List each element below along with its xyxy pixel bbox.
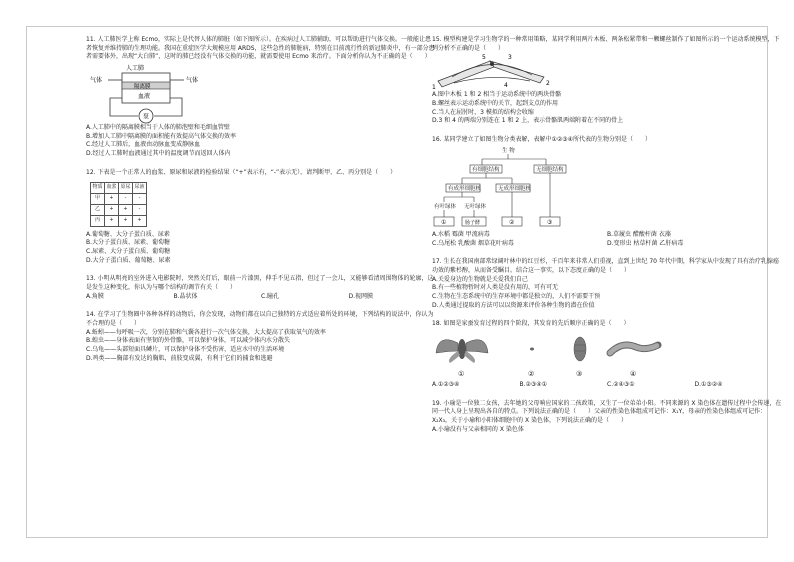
q15-option-a[interactable]: A.图中木板 1 和 2 相当于运动系统中的两块骨骼 xyxy=(432,91,562,99)
q13-option-d[interactable]: D.视网膜 xyxy=(348,292,374,300)
muscle-model-diagram xyxy=(432,53,782,91)
q18-options-row xyxy=(432,381,782,390)
table-row xyxy=(91,193,147,204)
tree-root: 生 物 xyxy=(502,147,515,154)
larva-icon xyxy=(610,345,658,353)
q16-options-row-2 xyxy=(432,240,782,249)
stage-label-1: ① xyxy=(458,370,465,378)
moth-icon xyxy=(436,339,488,363)
stage-label-2: ② xyxy=(528,370,535,378)
q18-option-a[interactable]: A.①②③④ xyxy=(432,381,460,388)
question-15 xyxy=(432,36,782,126)
q16-option-b[interactable]: B.草履虫 醋酸杆菌 衣藻 xyxy=(607,230,671,238)
q12-option-d[interactable]: D.大分子蛋白质、葡萄糖、尿素 xyxy=(86,256,171,264)
q16-option-c[interactable]: C.乌尾松 乳酸菌 烟草花叶病毒 xyxy=(432,239,514,247)
q18-option-c[interactable]: C.②④③① xyxy=(607,381,635,388)
q15-option-c[interactable]: C.当人在屈肘时，3 模拟的结构会收缩 xyxy=(432,108,534,116)
table-cell: 丙 xyxy=(91,215,105,226)
table-cell: - xyxy=(119,193,133,204)
q15-option-d[interactable]: D.3 和 4 的两端分别连在 1 和 2 上，表示骨骼肌两端附着在不同的骨上 xyxy=(432,117,624,125)
stage-label-3: ③ xyxy=(576,370,583,378)
q11-option-a[interactable]: A.人工肺中的隔离膜相当于人体的肺泡壁和毛细血管壁 xyxy=(86,124,230,132)
q17-option-d[interactable]: D.人类通过提取的方法可以以资源来评价各种生物的潜在价值 xyxy=(432,301,595,309)
question-13 xyxy=(86,275,436,301)
table-cell: + xyxy=(119,204,133,215)
tree-leaf-2: ② xyxy=(509,218,515,226)
q13-option-b[interactable]: B.晶状体 xyxy=(173,292,198,300)
classification-tree xyxy=(432,145,782,231)
label-gas-in: 气体 xyxy=(90,77,103,85)
table-cell: + xyxy=(105,193,119,204)
tree-l2-no-nucleus: 无成形细胞核 xyxy=(498,185,532,192)
q12-option-b[interactable]: B.大分子蛋白质、尿素、葡萄糖 xyxy=(86,239,171,247)
question-18-stem: 18. 如图是家蚕发育过程的四个阶段，其发育的先后顺序正确的是（ ） xyxy=(432,320,630,328)
question-13-stem: 13. 小明从明亮的室外进入电影院时，突然关灯后，眼前一片漆黑，伸手不见五指，但过了一会儿，又能够看清周围物体的轮廓，这是发生这种变化，你认为与哪个结构的调节有关（ ） xyxy=(86,275,434,291)
q17-option-c[interactable]: C.生物在生态系统中的生存环境中都是独立的，人们不需要干预 xyxy=(432,292,601,300)
question-17 xyxy=(432,258,782,310)
tree-leaf-1: ① xyxy=(441,218,447,226)
table-cell: - xyxy=(133,204,147,215)
q17-option-b[interactable]: B.有一些植物暂时对人类是没有用的，可有可无 xyxy=(432,284,559,292)
q11-option-b[interactable]: B.增加人工肺中隔离膜的面积能有效提高气体交换的效率 xyxy=(86,132,237,140)
question-17-stem: 17. 生长在我国南部常绿阔叶林中的红豆杉，千百年来非常人们重视，直到上世纪 70 年代中期，科学家从中发现了具有治疗乳腺癌功效的紫杉醇，从而备受瞩目。结合这一事实，以下态度正确的是（ ） xyxy=(432,258,779,274)
q12-option-c[interactable]: C.尿素、大分子蛋白质、葡萄糖 xyxy=(86,247,171,255)
label-gas-out: 气体 xyxy=(186,77,199,85)
table-header-cell: 血浆 xyxy=(105,182,119,193)
q13-option-a[interactable]: A.角膜 xyxy=(86,292,104,300)
q18-option-b[interactable]: B.②③④① xyxy=(519,381,548,388)
q19-option-a[interactable]: A.小瑜没有与父亲相同的 X 染色体 xyxy=(432,425,524,433)
label-blood: 血液 xyxy=(138,93,151,101)
question-16-stem: 16. 某同学建立了如图生物分类表解，表解中①②③④所代表的生物分别是（ ） xyxy=(432,136,651,144)
silkworm-stages-figure xyxy=(432,329,782,381)
q16-options-row-1 xyxy=(432,231,782,240)
table-cell: + xyxy=(119,215,133,226)
q12-option-a[interactable]: A.葡萄糖、大分子蛋白质、尿素 xyxy=(86,230,170,238)
silkworm-stages-svg xyxy=(432,329,682,381)
table-cell: - xyxy=(133,193,147,204)
stage-label-4: ④ xyxy=(630,370,637,378)
fig-label-5: 5 xyxy=(482,54,486,62)
q14-option-b[interactable]: B.蝗虫——身体表面有坚韧的外骨骼，可以保护身体，可以减少体内水分散失 xyxy=(86,337,291,345)
left-column xyxy=(86,36,436,367)
q14-option-a[interactable]: A.蚯蚓——每呼吸一次，分别在肺和气囊各进行一次气体交换，大大提高了获取氧气的效率 xyxy=(86,328,326,336)
question-11-stem: 11. 人工肺医学上称 Ecmo，实际上是代替人体的肺脏（如下图所示）。在疾病过人工肺辅助，可以帮助进行气体交换。一般能让患者恢复并维持肺的生理功能。我国在重症医学大规模应用 ARDS，这些急性的肺脏病，特别在目前流行性的新冠肺炎中，有一部分患者需要体外，出现“大白肺”，这时的肺已经没有气体交换的功能，就需要使用 Ecmo 来治疗。下面分析你认为不正确的是（ ） xyxy=(86,36,435,61)
q13-option-c[interactable]: C.瞳孔 xyxy=(261,292,280,300)
q13-options-row xyxy=(86,293,436,302)
artificial-lung-svg xyxy=(86,62,226,124)
table-row xyxy=(91,215,147,226)
table-header-cell: 原尿 xyxy=(119,182,133,193)
question-15-stem: 15. 模型构建是学习生物学的一种常用策略，某同学利用两片木板、两条松紧带和一颗螺丝制作了如图所示的一个运动系统模型，下列分析不正确的是（ ） xyxy=(432,36,780,52)
pupa-icon xyxy=(574,337,586,361)
tree-l2-nucleus: 有成形细胞核 xyxy=(448,185,482,192)
tree-l3-no-chloroplast: 无叶绿体 xyxy=(464,203,487,210)
q11-option-d[interactable]: D.经过人工肺时血液通过其中的温度调节而返回人体内 xyxy=(86,150,231,158)
table-cell: + xyxy=(133,215,147,226)
fig-label-2: 2 xyxy=(546,80,550,88)
table-header-cell: 尿液 xyxy=(133,182,147,193)
question-12 xyxy=(86,169,436,265)
egg-icon xyxy=(530,348,534,351)
fig-label-1: 1 xyxy=(432,84,436,92)
q14-option-d[interactable]: D.鸡类——胸部有发达的胸肌，前肢变成翼，有利于它们的捕食和逃避 xyxy=(86,354,273,362)
table-header-cell: 物质 xyxy=(91,182,105,193)
q11-option-c[interactable]: C.经过人工肺后，血液由动脉血变成静脉血 xyxy=(86,141,201,149)
question-11 xyxy=(86,36,436,159)
muscle-model-svg xyxy=(432,53,582,91)
right-column xyxy=(432,36,782,438)
fig-label-4: 4 xyxy=(504,82,508,90)
tree-l1-cellular: 有细胞结构 xyxy=(472,166,500,173)
tree-l1-noncellular: 无细胞结构 xyxy=(536,166,564,173)
q16-option-a[interactable]: A.水稻 霉菌 甲流病毒 xyxy=(432,230,490,238)
table-cell: 甲 xyxy=(91,193,105,204)
table-row xyxy=(91,204,147,215)
question-14 xyxy=(86,311,436,363)
question-14-stem: 14. 在学习了生物圈中各种各样的动物后，你会发现，动物们都在以自己独特的方式适应着所处的环境，下列结构的说法中，你认为不合理的是（ ） xyxy=(86,311,434,327)
tree-leaf-yeast: 肠子酵 xyxy=(465,219,481,226)
question-12-stem: 12. 下表是一个正常人的血浆、原尿和尿液的检验结果（“+”表示有，“-”表示无），请判断甲、乙、丙分别是（ ） xyxy=(86,168,397,176)
tree-l3-chloroplast: 有叶绿体 xyxy=(434,203,457,210)
table-cell: + xyxy=(105,215,119,226)
question-16 xyxy=(432,136,782,248)
table-cell: 乙 xyxy=(91,204,105,215)
classification-tree-svg xyxy=(432,145,602,231)
label-membrane: 隔离膜 xyxy=(134,84,151,91)
tree-leaf-3: ③ xyxy=(547,218,553,226)
q17-option-a[interactable]: A.关爱身边的生物就是关爱我们自己 xyxy=(432,275,528,283)
artificial-lung-diagram xyxy=(86,62,436,124)
table-cell: + xyxy=(105,204,119,215)
question-18 xyxy=(432,320,782,389)
label-pump: 泵 xyxy=(143,113,150,121)
urine-test-table xyxy=(90,182,147,227)
question-19 xyxy=(432,400,782,435)
table-header-row xyxy=(91,182,147,193)
q15-option-b[interactable]: B.螺丝表示运动系统中的关节，起到支点的作用 xyxy=(432,100,559,108)
q16-option-d[interactable]: D.变形虫 枯草杆菌 乙肝病毒 xyxy=(607,239,684,247)
q18-option-d[interactable]: D.①③②④ xyxy=(694,381,723,388)
question-19-stem: 19. 小瑜是一位独二女孩，去年她的父母响应国家的二孩政策，又生了一位弟弟小阳。不同来源的 X 染色体在遗传过程中会传递，在同一代人身上呈现出各自的特点。下列说法正确的是（ ）父亲的性染色体组成可记作：X₁Y，母亲的性染色体组成可记作：X₂X₃，关于小瑜和小阳体细胞中的 X 染色体，下列说法正确的是（ ） xyxy=(432,399,782,425)
label-artificial-lung: 人工肺 xyxy=(126,65,145,73)
q14-option-c[interactable]: C.乌龟——头部短面具鳞片，可以保护身体不受伤害，适应水中的生活环境 xyxy=(86,346,285,354)
fig-label-3: 3 xyxy=(508,54,512,62)
